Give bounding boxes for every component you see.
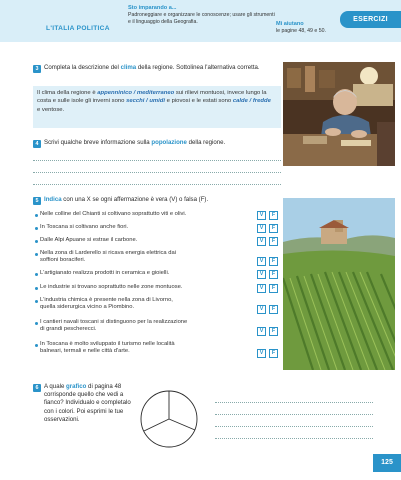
statement-9: [40, 341, 175, 355]
statement-8: [40, 319, 187, 333]
learning-goal-title: Sto imparando a...: [128, 5, 177, 11]
statement-7: [40, 297, 173, 311]
option-secchi[interactable]: secchi: [126, 98, 145, 105]
instr-text: Completa la descrizione del: [44, 64, 121, 71]
statement-text: Nella zona di Larderello si ricava energia elettrica dai: [40, 250, 176, 256]
false-checkbox[interactable]: F: [269, 305, 278, 314]
bullet-icon: [35, 227, 38, 230]
paragraph-text: e ventose.: [37, 106, 65, 113]
option-separator: /: [144, 98, 150, 105]
bullet-icon: [35, 214, 38, 217]
statement-text: In Toscana è molto sviluppato il turismo nelle località: [40, 341, 175, 347]
true-checkbox[interactable]: V: [257, 305, 266, 314]
instr-text: Scrivi qualche breve informazione sulla: [44, 139, 152, 146]
false-checkbox[interactable]: F: [269, 237, 278, 246]
statement-text: quella siderurgica vicino a Piombino.: [40, 304, 135, 311]
true-checkbox[interactable]: V: [257, 270, 266, 279]
option-separator: /: [131, 90, 137, 96]
statement-text: In Toscana si coltivano anche fiori.: [40, 224, 129, 230]
help-text: le pagine 48, 49 e 50.: [276, 28, 326, 34]
paragraph-text: e piovosi e le estati sono: [165, 98, 233, 105]
true-checkbox[interactable]: V: [257, 327, 266, 336]
option-mediterraneo[interactable]: mediterraneo: [136, 90, 175, 96]
instr-text: della regione. Sottolinea l'alternativa corretta.: [136, 64, 260, 71]
statement-6: [40, 284, 182, 291]
statement-text: soffioni boraciferi.: [40, 257, 86, 264]
instr-text: di pagina 48 corrisponde quello che vedi a fianco? Individualo e completalo con i colori. Poi esprimi le tue osservazioni.: [44, 383, 131, 423]
exercise-6-instruction: [44, 383, 136, 424]
bullet-icon: [35, 287, 38, 290]
exercise-3-instruction: [44, 64, 280, 72]
answer-line[interactable]: [215, 426, 373, 427]
paragraph-text: sui rilievi montuosi, invece lungo la costa e sulle isole gli inverni sono: [37, 90, 267, 105]
option-fredde[interactable]: fredde: [252, 98, 271, 105]
statement-text: Le industrie si trovano soprattutto nelle zone montuose.: [40, 284, 183, 290]
learning-goal-text: Padroneggiare e organizzare le conoscenze; usare gli strumenti e il linguaggio della Geografia.: [128, 12, 275, 25]
true-checkbox[interactable]: V: [257, 257, 266, 266]
bullet-icon: [35, 273, 38, 276]
statement-text: balneari, termali e nelle città d'arte.: [40, 348, 130, 355]
option-appenninico[interactable]: appenninico: [97, 90, 132, 96]
instr-text: della regione.: [186, 139, 226, 146]
bullet-icon: [35, 240, 38, 243]
keyword-indica: Indica: [44, 196, 62, 203]
instr-text: A quale: [44, 383, 67, 390]
section-title: L'ITALIA POLITICA: [46, 25, 110, 32]
exercise-3-paragraph: [37, 89, 273, 114]
bullet-icon: [35, 344, 38, 347]
statement-1: [40, 211, 186, 218]
paragraph-text: Il clima della regione è: [37, 90, 98, 96]
exercise-3-number: 3: [33, 65, 41, 73]
option-separator: /: [247, 98, 253, 105]
esercizi-tab: ESERCIZI: [340, 11, 401, 28]
statement-5: [40, 270, 169, 277]
exercise-6-number: 6: [33, 384, 41, 392]
exercise-4-instruction: [44, 139, 280, 147]
keyword-popolazione: popolazione: [151, 139, 187, 146]
true-checkbox[interactable]: V: [257, 211, 266, 220]
answer-line[interactable]: [33, 160, 281, 161]
statement-3: [40, 237, 137, 244]
bullet-icon: [35, 322, 38, 325]
exercise-5-instruction: [44, 196, 280, 204]
bullet-icon: [35, 300, 38, 303]
statement-4: [40, 250, 176, 264]
false-checkbox[interactable]: F: [269, 284, 278, 293]
answer-line[interactable]: [33, 184, 281, 185]
exercise-5-number: 5: [33, 197, 41, 205]
true-checkbox[interactable]: V: [257, 237, 266, 246]
statement-text: I cantieri navali toscani si distinguono per la realizzazione: [40, 319, 188, 325]
false-checkbox[interactable]: F: [269, 327, 278, 336]
instr-text: con una X se ogni affermazione è vera (V) o falsa (F).: [61, 196, 209, 203]
vineyard-landscape-photo: [283, 198, 395, 370]
false-checkbox[interactable]: F: [269, 211, 278, 220]
statement-text: Nelle colline del Chianti si coltivano soprattutto viti e olivi.: [40, 211, 187, 217]
exercise-4-number: 4: [33, 140, 41, 148]
statement-text: di grandi pescherecci.: [40, 326, 97, 333]
bullet-icon: [35, 253, 38, 256]
answer-line[interactable]: [215, 438, 373, 439]
artisan-workshop-photo: [283, 62, 395, 166]
statement-2: [40, 224, 128, 231]
answer-line[interactable]: [33, 172, 281, 173]
help-title: Mi aiutano: [276, 21, 304, 27]
true-checkbox[interactable]: V: [257, 349, 266, 358]
statement-text: Dalle Alpi Apuane si estrae il carbone.: [40, 237, 138, 243]
true-checkbox[interactable]: V: [257, 284, 266, 293]
page-number: 125: [373, 454, 401, 472]
false-checkbox[interactable]: F: [269, 257, 278, 266]
answer-line[interactable]: [215, 414, 373, 415]
answer-line[interactable]: [215, 402, 373, 403]
option-umidi[interactable]: umidi: [149, 98, 166, 105]
statement-text: L'artigianato realizza prodotti in ceramica e gioielli.: [40, 270, 170, 276]
false-checkbox[interactable]: F: [269, 270, 278, 279]
statement-text: L'industria chimica è presente nella zona di Livorno,: [40, 297, 173, 303]
false-checkbox[interactable]: F: [269, 349, 278, 358]
true-checkbox[interactable]: V: [257, 224, 266, 233]
pie-chart-outline[interactable]: [138, 388, 200, 450]
false-checkbox[interactable]: F: [269, 224, 278, 233]
option-calde[interactable]: calde: [232, 98, 248, 105]
keyword-grafico: grafico: [66, 383, 87, 390]
keyword-clima: clima: [120, 64, 137, 71]
